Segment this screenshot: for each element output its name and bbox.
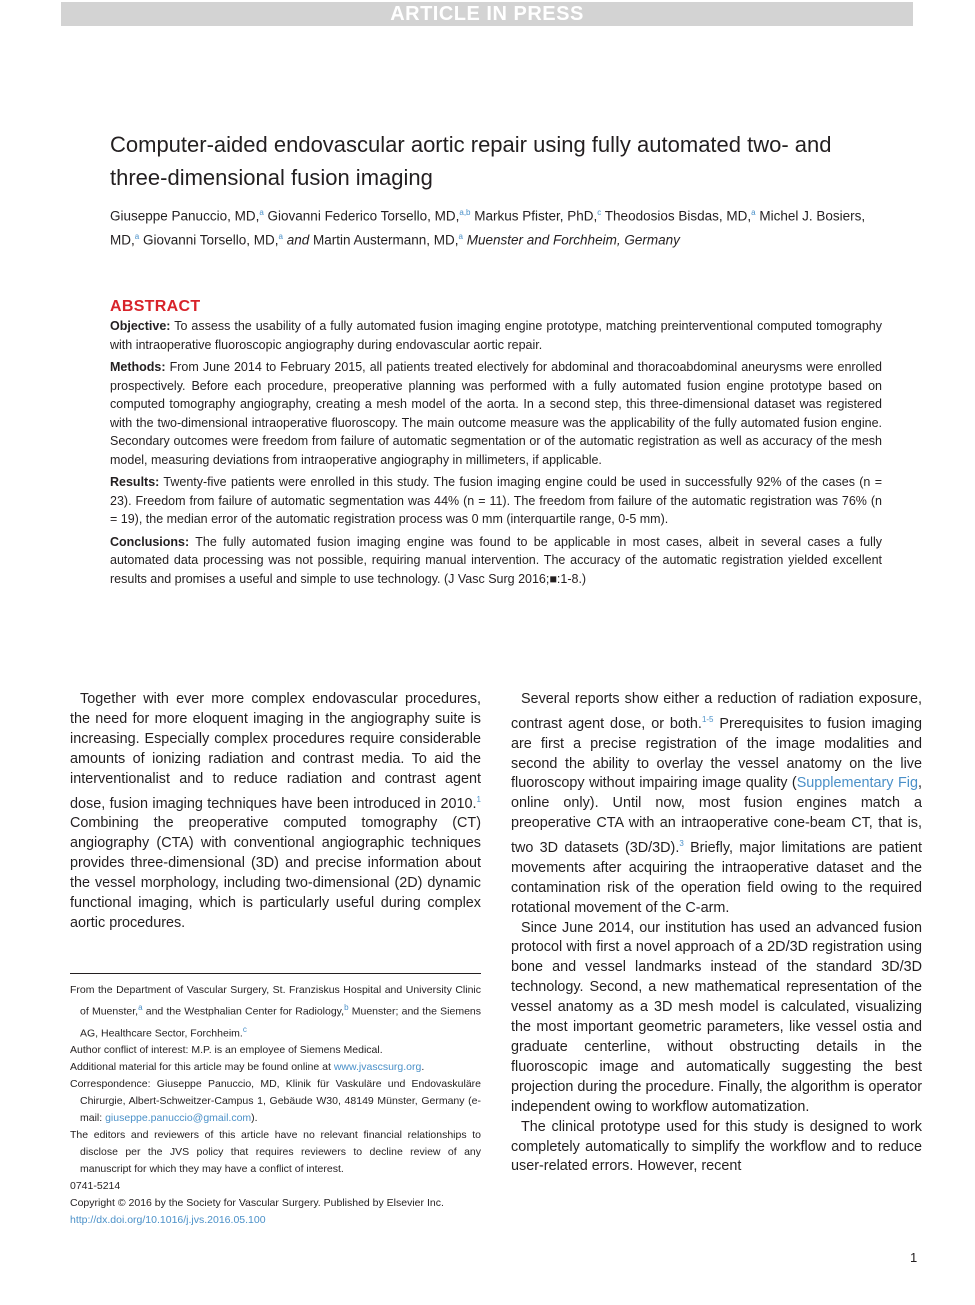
body-paragraph: Since June 2014, our institution has used an advanced fusion protocol with first a novel approach of a 2D/3D registration using bone and vessel landmarks instead of the standard 3D/3D technology. Second, a new mathematical representation of the vessel anatomy as a 3D mesh model is calculated, visualizing the most important geometric parameters, like vessel ostia and graduate centerline, without obstructing details in the fluoroscopic image and automatically suggesting the best projection during the procedure. Finally, the algorithm is operator independent owing to workflow automatization.	[511, 919, 922, 1115]
footnote-divider	[70, 973, 481, 974]
correspondence-note	[70, 1076, 481, 1127]
author-name: Giovanni Torsello, MD,	[139, 232, 279, 248]
supplementary-fig-link[interactable]: Supplementary Fig	[796, 775, 918, 792]
abstract-heading: ABSTRACT	[110, 298, 201, 315]
author-name: Giuseppe Panuccio, MD,	[110, 208, 260, 224]
footnotes	[70, 982, 481, 1229]
abstract-results	[110, 473, 882, 529]
reference-mark[interactable]: 1-5	[701, 714, 714, 724]
affiliation-mark[interactable]: a	[751, 208, 756, 217]
affiliation-mark: b	[344, 1003, 349, 1012]
additional-material-note	[70, 1059, 481, 1076]
affiliation-mark[interactable]: a	[259, 208, 264, 217]
article-in-press-banner: ARTICLE IN PRESS	[61, 2, 913, 26]
affiliation-mark[interactable]: a	[458, 232, 463, 241]
page-number: 1	[910, 1250, 918, 1265]
methods-text: From June 2014 to February 2015, all patients treated electively for abdominal and thoracoabdominal aneurysms were enrolled prospectively. Before each procedure, preoperative planning was performed with a fully automated fusion engine prototype based on computed tomography angiography, creating a mesh model of the aorta. In a second step, this three-dimensional dataset was registered with the two-dimensional intraoperative fluoroscopy. The main outcome measure was the applicability of the fully automated fusion engine. Secondary outcomes were freedom from failure of automatic segmentation or of the automatic registration as well as accuracy of the mesh model, measuring deviations from intraoperative angiography in millimeters, if applicable.	[110, 360, 882, 467]
body-paragraph	[511, 690, 922, 919]
conflict-note: Author conflict of interest: M.P. is an employee of Siemens Medical.	[70, 1044, 383, 1056]
body-paragraph	[70, 690, 481, 934]
footnote-text: and the Westphalian Center for Radiology,	[142, 1005, 345, 1018]
copyright-note: Copyright © 2016 by the Society for Vascular Surgery. Published by Elsevier Inc.	[70, 1197, 444, 1209]
methods-label: Methods:	[110, 360, 166, 374]
author-name: Theodosios Bisdas, MD,	[601, 208, 752, 224]
objective-label: Objective:	[110, 319, 171, 333]
doi-link[interactable]: http://dx.doi.org/10.1016/j.jvs.2016.05.100	[70, 1214, 266, 1226]
author-name: Michel J. Bosiers, MD,	[110, 208, 866, 248]
body-text: Combining the preoperative computed tomography (CT) angiography (CTA) with conventional angiographic techniques provides three-dimensional (3D) and precise information about the vessel morphology, including two-dimensional (2D) dynamic functional imaging, which is particularly useful during complex aortic procedures.	[70, 815, 481, 931]
body-text: , online only). Until now, most fusion engines match a preoperative CTA with an intraoperative cone-beam CT, that is, two 3D datasets (3D/3D).	[511, 775, 922, 856]
footnote-text: Additional material for this article may be found online at	[70, 1061, 334, 1073]
footnote-text: From the Department of Vascular Surgery, St. Franziskus Hospital and University Clinic of Muenster,	[70, 984, 481, 1018]
email-link[interactable]: giuseppe.panuccio@gmail.com	[105, 1112, 252, 1124]
abstract-methods	[110, 358, 882, 469]
abstract-section	[110, 298, 882, 592]
editors-disclosure-note: The editors and reviewers of this article have no relevant financial relationships to disclose per the JVS policy that requires reviewers to decline review of any manuscript for which they may have a conflict of interest.	[70, 1129, 481, 1175]
article-title: Computer-aided endovascular aortic repair using fully automated two- and three-dimensional fusion imaging	[110, 132, 832, 190]
affiliation-mark: c	[242, 1024, 247, 1034]
body-text: Briefly, major limitations are patient movements after acquiring the intraoperative dataset and the contamination risk of the operation field owing to the required rotational movement of the C-arm.	[511, 839, 923, 916]
footnote-text: Correspondence: Giuseppe Panuccio, MD, Klinik für Vaskuläre und Endovaskuläre Chirurgie, Albert-Schweitzer-Campus 1, Gebäude W30, 48149 Münster, Germany (e-mail:	[70, 1078, 481, 1124]
results-text: Twenty-five patients were enrolled in this study. The fusion imaging engine could be used in successfully 92% of the cases (n = 23). Freedom from failure of automatic segmentation was 44% (n = 11). The freedom from failure of the automatic registration was 76% (n = 19), the median error of the automatic registration process was 0 mm (interquartile range, 0-5 mm).	[110, 475, 882, 526]
body-paragraph: The clinical prototype used for this study is designed to work completely automatically to simplify the workflow and to reduce user-related errors. However, recent	[511, 1118, 922, 1175]
reference-mark[interactable]: 1	[476, 794, 481, 804]
body-text: Several reports show either a reduction of radiation exposure, contrast agent dose, or both.	[511, 691, 922, 732]
affiliation-mark[interactable]: a	[278, 232, 283, 241]
author-list	[110, 203, 885, 251]
author-name: Martin Austermann, MD,	[313, 232, 459, 248]
author-conjunction: and	[282, 232, 313, 248]
abstract-conclusions	[110, 533, 882, 589]
affiliations-note	[70, 982, 481, 1042]
results-label: Results:	[110, 475, 160, 489]
affiliation-mark[interactable]: a,b	[459, 208, 471, 217]
footnote-text: ).	[251, 1112, 258, 1124]
journal-website-link[interactable]: www.jvascsurg.org	[333, 1061, 422, 1073]
author-location: Muenster and Forchheim, Germany	[463, 232, 680, 248]
reference-mark[interactable]: 3	[679, 839, 684, 849]
affiliation-mark[interactable]: c	[597, 208, 602, 217]
abstract-objective	[110, 317, 882, 354]
affiliation-mark: a	[138, 1003, 143, 1012]
conclusions-text: The fully automated fusion imaging engine was found to be applicable in most cases, albeit in several cases a fully automated data processing was not possible, requiring manual intervention. The accuracy of the automatic registration yielded excellent results and promises a useful and simple to use technology. (J Vasc Surg 2016;■:1-8.)	[110, 534, 882, 586]
issn: 0741-5214	[70, 1180, 121, 1192]
footnote-text: Muenster; and the Siemens AG, Healthcare Sector, Forchheim.	[80, 1005, 482, 1039]
conclusions-label: Conclusions:	[110, 534, 190, 549]
affiliation-mark[interactable]: a	[134, 232, 140, 241]
author-name: Giovanni Federico Torsello, MD,	[263, 208, 460, 224]
body-text: Together with ever more complex endovascular procedures, the need for more eloquent imaging in the angiography suite is increasing. Especially complex procedures require considerable amounts of ionizing radiation and contrast media. To aid the interventionalist and to reduce radiation and contrast agent dose, fusion imaging techniques have been introduced in 2010.	[70, 691, 481, 812]
author-name: Markus Pfister, PhD,	[470, 208, 598, 224]
objective-text: To assess the usability of a fully automated fusion imaging engine prototype, matching preinterventional computed tomography with intraoperative fluoroscopic angiography during endovascular aortic repair.	[110, 319, 882, 352]
body-column-left	[70, 690, 481, 934]
body-text: Prerequisites to fusion imaging are first a precise registration of the image modalities and second the ability to overlay the vessel anatomy on the live fluoroscopy without impairing image quality (	[511, 715, 922, 792]
footnote-text: .	[421, 1061, 425, 1073]
body-column-right	[511, 690, 922, 1177]
